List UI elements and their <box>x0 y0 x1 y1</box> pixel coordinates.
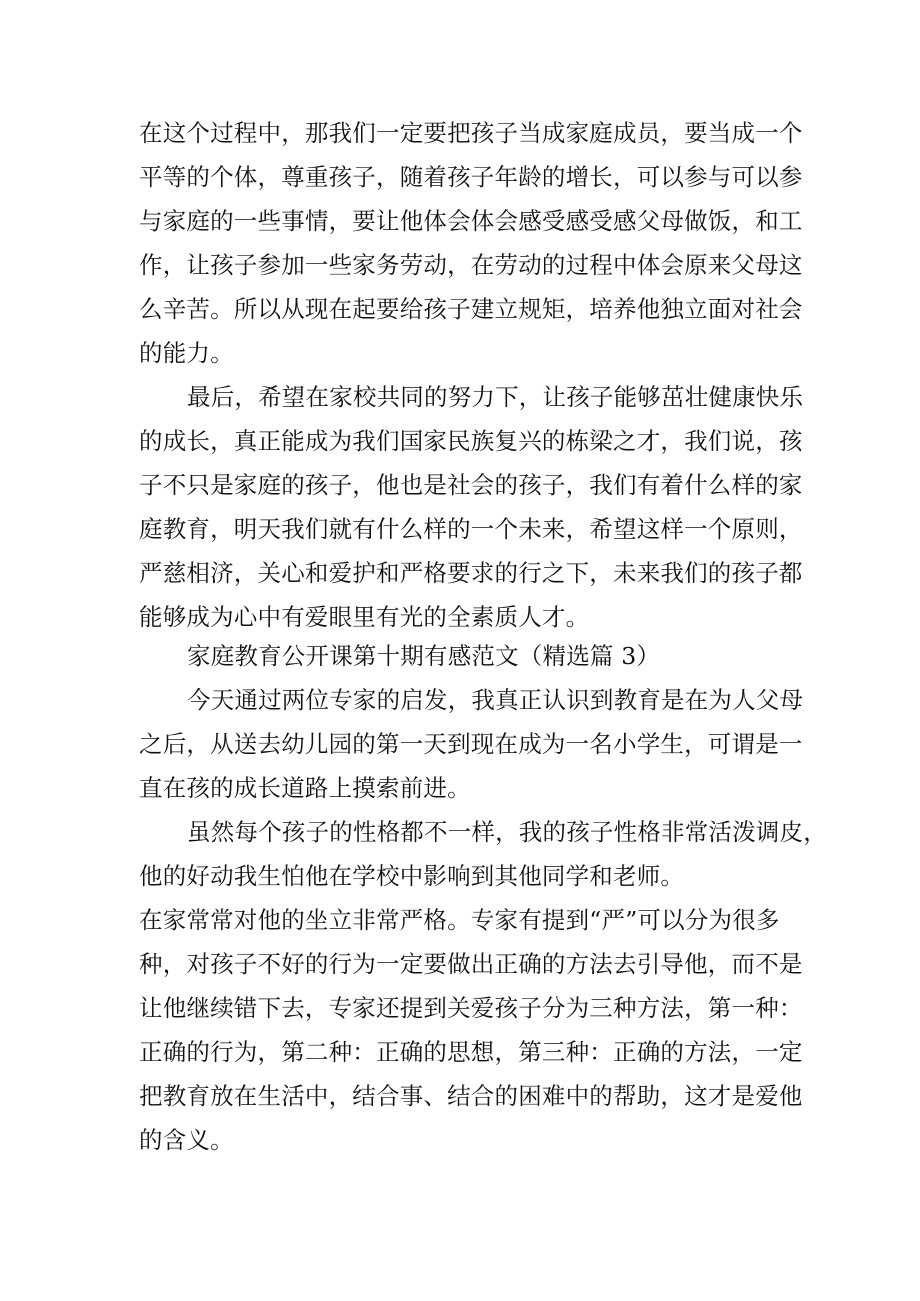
paragraph-1-line-4: 作，让孩子参加一些家务劳动，在劳动的过程中体会原来父母这 <box>139 251 803 279</box>
paragraph-5-line-3: 让他继续错下去，专家还提到关爱孩子分为三种方法，第一种： <box>139 994 803 1022</box>
paragraph-2-line-5: 严慈相济，关心和爱护和严格要求的行之下，未来我们的孩子都 <box>139 559 803 587</box>
paragraph-5-line-6: 的含义。 <box>139 1126 234 1154</box>
paragraph-5-line-1: 在家常常对他的坐立非常严格。专家有提到“严”可以分为很多 <box>139 906 780 934</box>
paragraph-5-line-2: 种，对孩子不好的行为一定要做出正确的方法去引导他，而不是 <box>139 950 803 978</box>
paragraph-2-line-4: 庭教育，明天我们就有什么样的一个未来，希望这样一个原则， <box>139 515 803 543</box>
paragraph-2-line-6: 能够成为心中有爱眼里有光的全素质人才。 <box>139 603 590 631</box>
paragraph-5-line-4: 正确的行为，第二种：正确的思想，第三种：正确的方法，一定 <box>139 1038 803 1066</box>
paragraph-3-line-1: 今天通过两位专家的启发，我真正认识到教育是在为人父母 <box>187 686 804 714</box>
paragraph-1-line-6: 的能力。 <box>139 339 234 367</box>
document-page <box>139 0 827 1301</box>
paragraph-1-line-3: 与家庭的一些事情，要让他体会体会感受感受感父母做饭，和工 <box>139 207 803 235</box>
section-heading: 家庭教育公开课第十期有感范文（精选篇 3） <box>187 642 661 670</box>
paragraph-2-line-2: 的成长，真正能成为我们国家民族复兴的栋梁之才，我们说，孩 <box>139 427 803 455</box>
paragraph-3-line-3: 直在孩的成长道路上摸索前进。 <box>139 774 471 802</box>
paragraph-5-line-5: 把教育放在生活中，结合事、结合的困难中的帮助，这才是爱他 <box>139 1082 803 1110</box>
paragraph-4-line-1: 虽然每个孩子的性格都不一样，我的孩子性格非常活泼调皮， <box>187 818 827 846</box>
paragraph-1-line-5: 么辛苦。所以从现在起要给孩子建立规矩，培养他独立面对社会 <box>139 295 803 323</box>
paragraph-3-line-2: 之后，从送去幼儿园的第一天到现在成为一名小学生，可谓是一 <box>139 730 803 758</box>
paragraph-1-line-2: 平等的个体，尊重孩子，随着孩子年龄的增长，可以参与可以参 <box>139 163 803 191</box>
paragraph-2-line-1: 最后，希望在家校共同的努力下，让孩子能够茁壮健康快乐 <box>187 383 804 411</box>
paragraph-4-line-2: 他的好动我生怕他在学校中影响到其他同学和老师。 <box>139 862 685 890</box>
paragraph-1-line-1: 在这个过程中，那我们一定要把孩子当成家庭成员，要当成一个 <box>139 119 803 147</box>
paragraph-2-line-3: 子不只是家庭的孩子，他也是社会的孩子，我们有着什么样的家 <box>139 471 803 499</box>
